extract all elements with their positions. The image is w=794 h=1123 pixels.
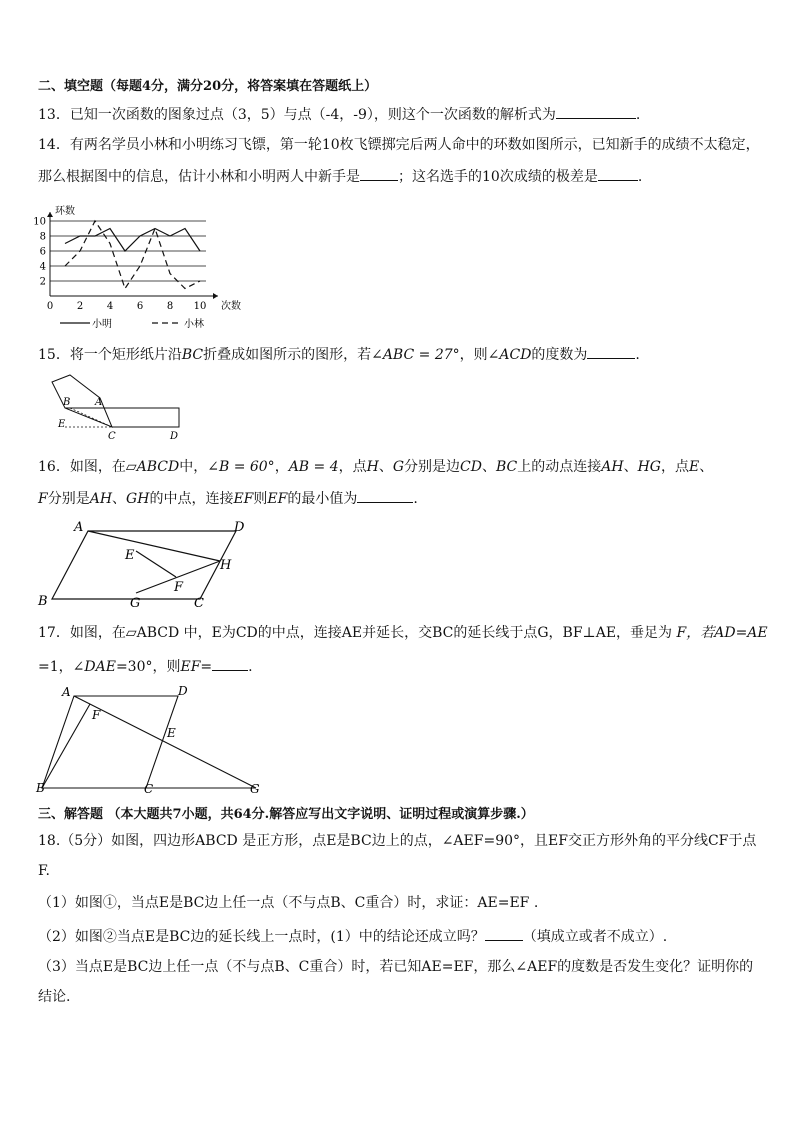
legend-label-2: 小林 bbox=[184, 319, 204, 330]
fig17-label-d: D bbox=[178, 684, 188, 698]
q16-t10: G bbox=[392, 459, 405, 475]
question-18-part2 bbox=[38, 926, 667, 946]
q16-t6: AB = 4 bbox=[288, 459, 339, 475]
q16-t9: 、 bbox=[378, 459, 393, 475]
q16-t3: 中， bbox=[179, 459, 208, 475]
figure-17-parallelogram bbox=[34, 684, 274, 796]
question-18-line1: 18.（5分）如图，四边形ABCD 是正方形，点E是BC边上的点，∠AEF=90°，且EF交正方形外角的平分线CF于点 bbox=[38, 833, 757, 849]
fig16-label-c: C bbox=[194, 596, 204, 611]
fig16-label-b: B bbox=[38, 594, 48, 609]
question-16-line1 bbox=[38, 458, 713, 476]
q15-bc: BC bbox=[181, 347, 204, 363]
q15-angle-abc: ∠ABC = 27° bbox=[371, 347, 460, 363]
chart-svg bbox=[32, 196, 272, 336]
fig15-label-d: D bbox=[170, 431, 179, 442]
q16-t20: E bbox=[688, 459, 700, 475]
fig16-label-g: G bbox=[130, 596, 141, 611]
x-tick-label-6: 6 bbox=[136, 301, 144, 312]
question-14-line2 bbox=[38, 166, 642, 186]
x-tick-label-0: 0 bbox=[46, 301, 54, 312]
q17-t2: F，若 bbox=[676, 625, 715, 641]
q17-answer-blank[interactable] bbox=[212, 656, 248, 671]
x-axis-arrow bbox=[213, 293, 218, 299]
x-tick-label-10: 10 bbox=[193, 301, 207, 312]
fig15-rectangle bbox=[65, 408, 179, 427]
fig16-label-a: A bbox=[74, 520, 84, 535]
fig15-label-e: E bbox=[58, 419, 66, 430]
section-heading-fill-in: 二、填空题（每题4分，满分20分，将答案填在答题纸上） bbox=[38, 79, 378, 94]
q16-t13: 、 bbox=[481, 459, 496, 475]
q17-u5: = bbox=[200, 659, 213, 675]
q16-t14: BC bbox=[495, 459, 518, 475]
q16-t21: 、 bbox=[699, 459, 714, 475]
q17-t3: AD=AE bbox=[714, 625, 768, 641]
question-17-line2 bbox=[38, 656, 253, 676]
fig16-label-h: H bbox=[220, 558, 232, 573]
q13-end: . bbox=[635, 107, 641, 123]
y-tick-label-4: 4 bbox=[39, 261, 46, 273]
fig16-label-f: F bbox=[174, 580, 184, 595]
q16-t18: HG bbox=[637, 459, 661, 475]
q16-answer-blank[interactable] bbox=[357, 488, 413, 503]
q16-t1: 16．如图，在 bbox=[38, 459, 126, 475]
q16-end: . bbox=[413, 491, 418, 507]
y-tick-label-10: 10 bbox=[33, 216, 46, 228]
figure-16-parallelogram bbox=[36, 515, 246, 615]
y-tick-label-2: 2 bbox=[39, 276, 46, 288]
q16-u3: AH bbox=[89, 491, 113, 507]
q16-u4: 、 bbox=[112, 491, 127, 507]
fig17-label-f: F bbox=[92, 708, 101, 722]
q15-text-d: 的度数为 bbox=[531, 347, 588, 363]
question-18-line2: F. bbox=[38, 863, 50, 879]
fig17-svg bbox=[34, 684, 274, 796]
q16-t4: ∠B = 60° bbox=[207, 459, 275, 475]
fig17-label-g: G bbox=[250, 782, 260, 796]
q17-end: . bbox=[248, 659, 253, 675]
q18-answer-blank[interactable] bbox=[485, 926, 523, 941]
q14-answer-blank-2[interactable] bbox=[598, 166, 638, 181]
parallelogram-symbol: ▱ bbox=[125, 459, 137, 475]
legend-label-1: 小明 bbox=[92, 319, 112, 330]
q15-text-b: 折叠成如图所示的图形，若 bbox=[203, 347, 372, 363]
q17-u2: DAE bbox=[84, 659, 116, 675]
q16-u2: 分别是 bbox=[47, 491, 90, 507]
fig16-label-d: D bbox=[234, 520, 245, 535]
question-15 bbox=[38, 344, 640, 364]
q17-t1: 17．如图，在▱ABCD 中，E为CD的中点，连接AE并延长，交BC的延长线于点G，BF⊥AE，垂足为 bbox=[38, 625, 673, 641]
fig15-label-b: B bbox=[63, 397, 71, 408]
q16-t2: ABCD bbox=[136, 459, 180, 475]
q18-p2-text-b: （填成立或者不成立）. bbox=[522, 929, 668, 945]
fig16-svg bbox=[36, 515, 246, 615]
q15-text-c: ，则 bbox=[459, 347, 488, 363]
q14-text-a: 那么根据图中的信息，估计小林和小明两人中新手是 bbox=[38, 169, 360, 185]
y-axis-label: 环数 bbox=[55, 206, 75, 217]
fig17-line-ag bbox=[74, 696, 256, 788]
q17-u3: =30°，则 bbox=[115, 659, 181, 675]
q16-t16: AH bbox=[601, 459, 624, 475]
y-tick-label-6: 6 bbox=[39, 246, 46, 258]
q16-u8: 则 bbox=[253, 491, 268, 507]
section-heading-answer: 三、解答题 （本大题共7小题，共64分.解答应写出文字说明、证明过程或演算步骤.） bbox=[38, 807, 534, 822]
fig15-label-a: A bbox=[95, 397, 103, 408]
q15-angle-acd: ∠ACD bbox=[487, 347, 532, 363]
q16-u7: EF bbox=[233, 491, 254, 507]
q14-answer-blank-1[interactable] bbox=[360, 166, 398, 181]
question-13 bbox=[38, 104, 640, 124]
question-18-part1: （1）如图①，当点E是BC边上任一点（不与点B、C重合）时，求证：AE=EF . bbox=[38, 895, 539, 911]
fig16-line-ef bbox=[136, 551, 176, 577]
y-axis-arrow bbox=[47, 212, 53, 217]
x-tick-label-2: 2 bbox=[76, 301, 84, 312]
fig17-label-e: E bbox=[167, 726, 176, 740]
fig17-label-b: B bbox=[36, 781, 45, 795]
y-tick-label-8: 8 bbox=[39, 231, 46, 243]
q16-t19: ，点 bbox=[660, 459, 689, 475]
q16-t5: ， bbox=[274, 459, 289, 475]
q16-t8: H bbox=[366, 459, 379, 475]
q16-u1: F bbox=[38, 491, 48, 507]
q14-text-b: ；这名选手的10次成绩的极差是 bbox=[398, 169, 598, 185]
fig15-svg bbox=[44, 372, 194, 444]
q16-t17: 、 bbox=[623, 459, 638, 475]
fig17-parallelogram bbox=[42, 696, 178, 788]
q15-end: . bbox=[635, 347, 640, 363]
fig15-label-c: C bbox=[108, 431, 116, 442]
q16-u5: GH bbox=[126, 491, 150, 507]
dart-score-chart bbox=[32, 196, 272, 336]
q13-text: 13．已知一次函数的图象过点（3，5）与点（-4，-9），则这个一次函数的解析式为 bbox=[38, 107, 556, 123]
question-17-line1 bbox=[38, 624, 768, 642]
question-18-part3: （3）当点E是BC边上任一点（不与点B、C重合）时，若已知AE=EF，那么∠AEF的度数是否发生变化？证明你的 bbox=[38, 959, 754, 975]
fig16-label-e: E bbox=[125, 548, 135, 563]
fig17-line-bf bbox=[42, 704, 90, 788]
q16-u6: 的中点，连接 bbox=[149, 491, 234, 507]
q18-p2-text: （2）如图②当点E是BC边的延长线上一点时，(1）中的结论还成立吗？ bbox=[38, 929, 485, 945]
q15-answer-blank[interactable] bbox=[587, 344, 635, 359]
q16-t11: 分别是边 bbox=[404, 459, 461, 475]
figure-15-folded-rectangle bbox=[44, 372, 194, 444]
x-tick-label-8: 8 bbox=[166, 301, 174, 312]
fig16-line-ah bbox=[88, 531, 220, 561]
q16-t15: 上的动点连接 bbox=[517, 459, 602, 475]
fig17-label-c: C bbox=[144, 782, 154, 796]
question-16-line2 bbox=[38, 488, 418, 508]
q16-t7: ，点 bbox=[338, 459, 367, 475]
q17-u4: EF bbox=[180, 659, 201, 675]
q16-t12: CD bbox=[460, 459, 482, 475]
fig17-label-a: A bbox=[62, 685, 71, 699]
q15-text-a: 15．将一个矩形纸片沿 bbox=[38, 347, 182, 363]
x-axis-label: 次数 bbox=[221, 301, 241, 312]
q17-u1: =1，∠ bbox=[38, 659, 85, 675]
question-14-line1: 14．有两名学员小林和小明练习飞镖，第一轮10枚飞镖掷完后两人命中的环数如图所示，已知新手的成绩不太稳定， bbox=[38, 137, 760, 153]
q13-answer-blank[interactable] bbox=[556, 104, 636, 119]
x-tick-label-4: 4 bbox=[106, 301, 114, 312]
q14-end: . bbox=[637, 169, 643, 185]
q16-u10: 的最小值为 bbox=[287, 491, 358, 507]
question-18-part3-end: 结论. bbox=[38, 989, 71, 1005]
q16-u9: EF bbox=[267, 491, 288, 507]
